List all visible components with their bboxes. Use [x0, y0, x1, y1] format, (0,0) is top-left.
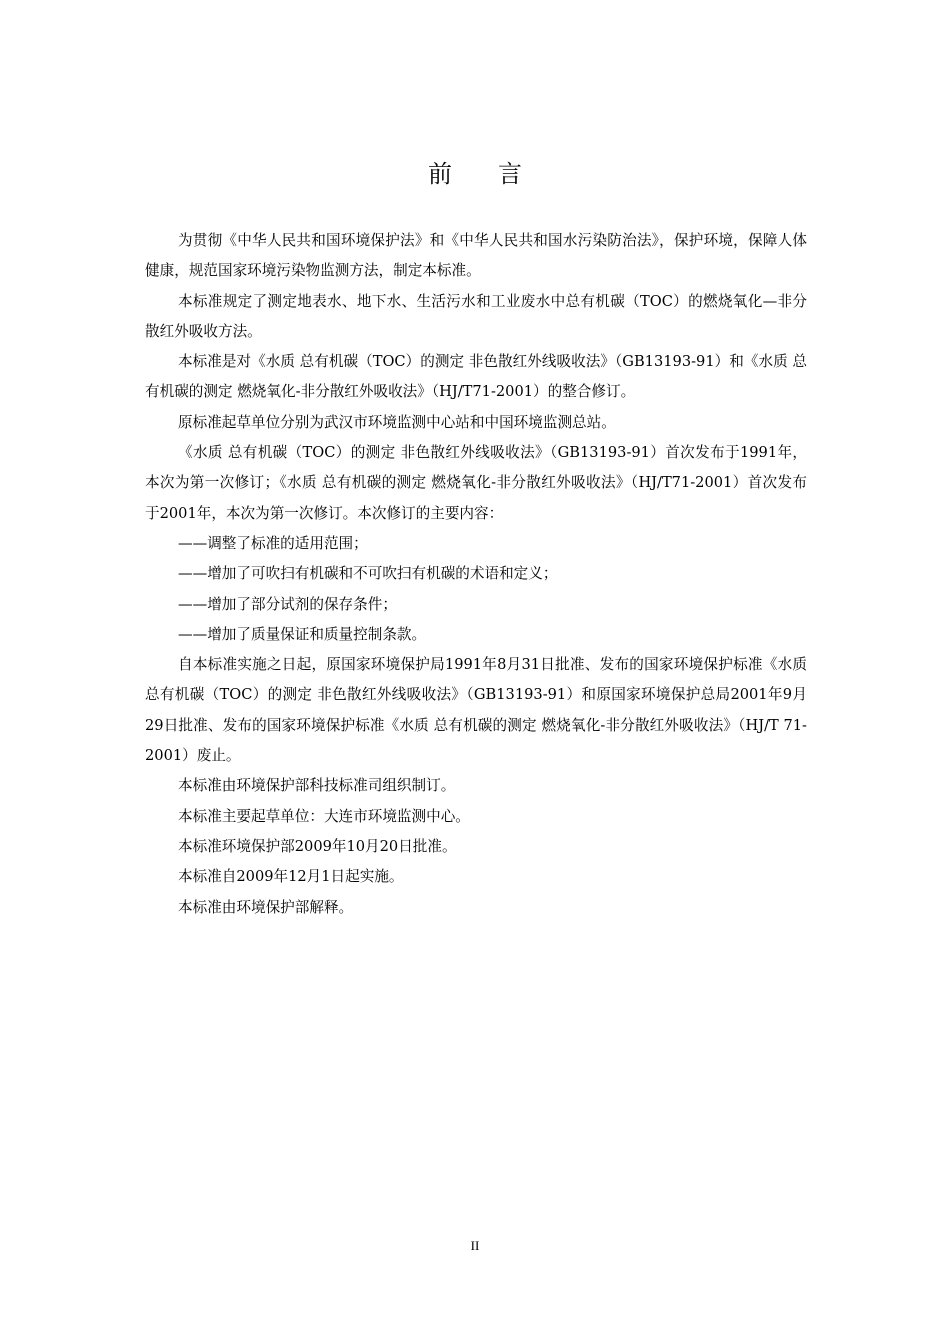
paragraph-effective-date: 本标准自2009年12月1日起实施。: [178, 868, 404, 886]
paragraph-purpose: 为贯彻《中华人民共和国环境保护法》和《中华人民共和国水污染防治法》，保护环境，保障人体健康，规范国家环境污染物监测方法，制定本标准。: [145, 232, 807, 280]
paragraph-original-drafters: 原标准起草单位分别为武汉市环境监测中心站和中国环境监测总站。: [178, 413, 616, 431]
paragraph-interpretation: 本标准由环境保护部解释。: [178, 898, 354, 916]
list-item-revision-2: ——增加了可吹扫有机碳和不可吹扫有机碳的术语和定义；: [178, 565, 558, 583]
paragraph-scope: 本标准规定了测定地表水、地下水、生活污水和工业废水中总有机碳（TOC）的燃烧氧化—非分散红外吸收方法。: [145, 292, 807, 340]
paragraph-abolished-standards: 自本标准实施之日起，原国家环境保护局1991年8月31日批准、发布的国家环境保护标准《水质 总有机碳（TOC）的测定 非色散红外线吸收法》（GB13193-91）和原国家环境保护总局2001年9月29日批准、发布的国家环境保护标准《水质 总有机碳的测定 燃烧氧化-非分散红外吸收法》（HJ/T 71-2001）废止。: [145, 656, 807, 765]
paragraph-approval-date: 本标准环境保护部2009年10月20日批准。: [178, 837, 457, 855]
paragraph-drafting-unit: 本标准主要起草单位：大连市环境监测中心。: [178, 807, 470, 825]
page-title: 前言: [428, 160, 568, 188]
list-item-revision-1: ——调整了标准的适用范围；: [178, 534, 368, 552]
paragraph-revision-history: 《水质 总有机碳（TOC）的测定 非色散红外线吸收法》（GB13193-91）首次发布于1991年，本次为第一次修订；《水质 总有机碳的测定 燃烧氧化-非分散红外吸收法》（HJ/T71-2001）首次发布于2001年，本次为第一次修订。本次修订的主要内容：: [145, 444, 807, 522]
paragraph-organizer: 本标准由环境保护部科技标准司组织制订。: [178, 777, 456, 795]
paragraph-revision-basis: 本标准是对《水质 总有机碳（TOC）的测定 非色散红外线吸收法》（GB13193-91）和《水质 总有机碳的测定 燃烧氧化-非分散红外吸收法》（HJ/T71-2001）的整合修订。: [145, 353, 807, 401]
list-item-revision-3: ——增加了部分试剂的保存条件；: [178, 595, 397, 613]
list-item-revision-4: ——增加了质量保证和质量控制条款。: [178, 625, 427, 643]
foreword-body: [145, 226, 807, 923]
page-number: II: [470, 1238, 480, 1253]
